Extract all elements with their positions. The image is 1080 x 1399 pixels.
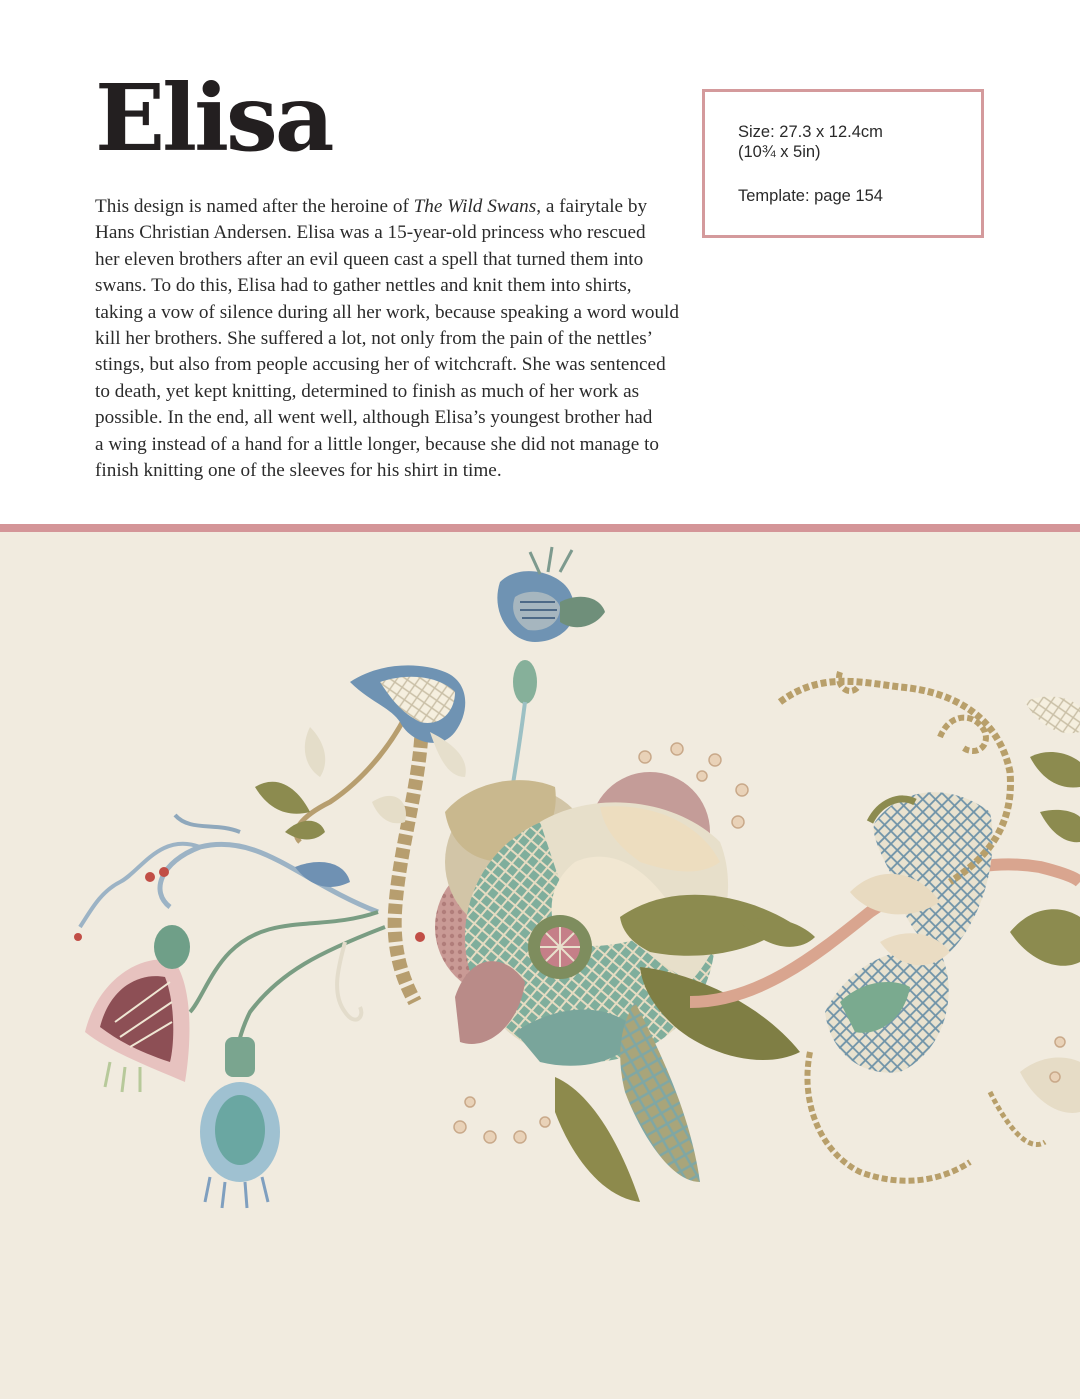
intro-text-segment: Hans Christian Andersen. Elisa was a 15-year-old princess who rescued bbox=[95, 222, 646, 244]
intro-text-segment: finish knitting one of the sleeves for his shirt in time. bbox=[95, 460, 502, 482]
intro-text-segment: kill her brothers. She suffered a lot, not only from the pain of the nettles’ bbox=[95, 328, 654, 350]
template-reference: Template: page 154 bbox=[738, 187, 883, 205]
intro-text-segment: to death, yet kept knitting, determined to finish as much of her work as bbox=[95, 380, 640, 402]
info-box bbox=[702, 89, 984, 238]
intro-line bbox=[95, 300, 685, 326]
page-title: Elisa bbox=[95, 64, 332, 172]
intro-line bbox=[95, 379, 685, 405]
intro-text-segment: taking a vow of silence during all her work, because speaking a word would bbox=[95, 301, 679, 323]
size-imperial: (10¾ x 5in) bbox=[738, 143, 821, 161]
intro-line bbox=[95, 273, 685, 299]
intro-line bbox=[95, 220, 685, 246]
intro-line bbox=[95, 247, 685, 273]
intro-text-segment: This design is named after the heroine of bbox=[95, 196, 414, 217]
intro-line bbox=[95, 194, 685, 220]
book-title: The Wild Swans bbox=[413, 196, 537, 217]
intro-line bbox=[95, 405, 685, 431]
size-metric: Size: 27.3 x 12.4cm bbox=[738, 123, 883, 141]
intro-text-segment: possible. In the end, all went well, although Elisa’s youngest brother had bbox=[95, 407, 653, 429]
intro-line bbox=[95, 352, 685, 378]
intro-paragraph bbox=[95, 194, 685, 484]
intro-text-segment: stings, but also from people accusing her of witchcraft. She was sentenced bbox=[95, 354, 666, 376]
intro-text-segment: , a fairytale by bbox=[536, 196, 648, 217]
divider-rule bbox=[0, 524, 1080, 532]
intro-text-segment: a wing instead of a hand for a little longer, because she did not manage to bbox=[95, 433, 660, 455]
intro-line bbox=[95, 326, 685, 352]
intro-line bbox=[95, 458, 685, 484]
intro-text-segment: swans. To do this, Elisa had to gather nettles and knit them into shirts, bbox=[95, 275, 632, 297]
intro-text-segment: her eleven brothers after an evil queen cast a spell that turned them into bbox=[95, 248, 644, 270]
embroidery-photo bbox=[0, 532, 1080, 1399]
intro-line bbox=[95, 432, 685, 458]
